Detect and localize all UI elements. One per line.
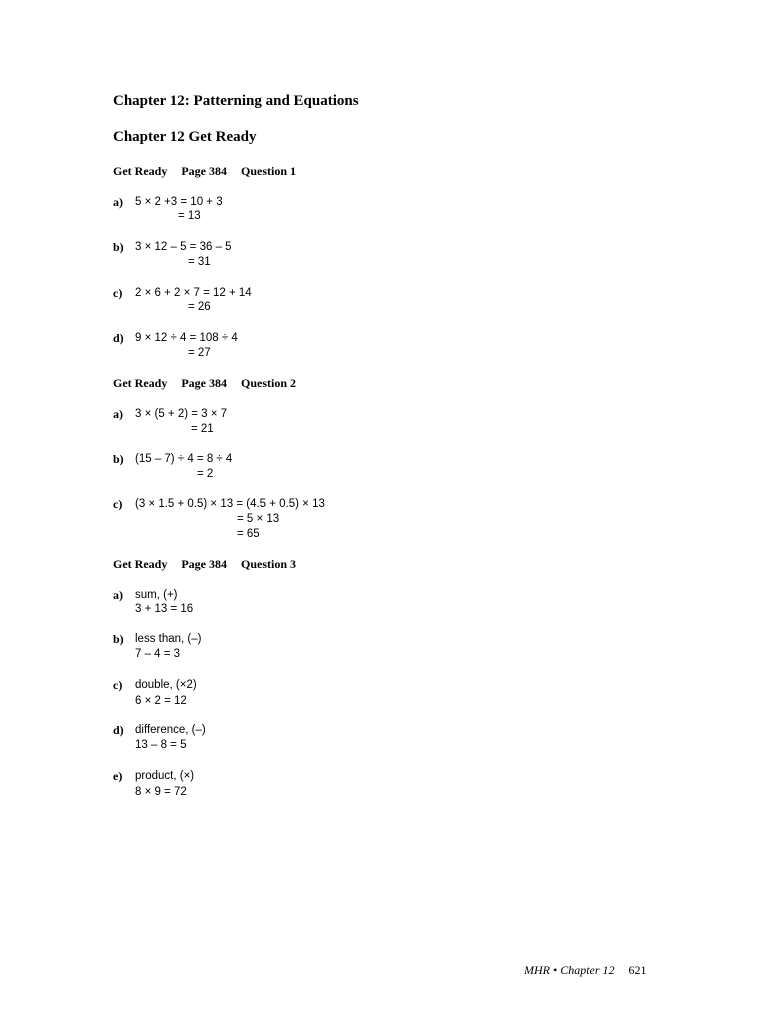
q2-a-line1: 3 × (5 + 2) = 3 × 7 bbox=[135, 408, 228, 420]
page-footer bbox=[524, 963, 647, 977]
q3-e-line2: 8 × 9 = 72 bbox=[135, 786, 187, 798]
q3-a-label: a) bbox=[113, 588, 123, 602]
q3-b-label: b) bbox=[113, 632, 124, 646]
q2-a-label: a) bbox=[113, 407, 123, 421]
q2-b-label: b) bbox=[113, 452, 124, 466]
q2-a-line2: = 21 bbox=[191, 423, 214, 435]
q3-a-line2: 3 + 13 = 16 bbox=[135, 603, 194, 615]
q1-a-label: a) bbox=[113, 195, 123, 209]
heading-section: Get Ready bbox=[113, 557, 168, 571]
question-2-heading bbox=[113, 376, 310, 390]
q1-b-line1: 3 × 12 – 5 = 36 – 5 bbox=[135, 241, 232, 253]
heading-section: Get Ready bbox=[113, 164, 168, 178]
q2-b-line1: (15 – 7) ÷ 4 = 8 ÷ 4 bbox=[135, 453, 233, 465]
page-number: 621 bbox=[628, 963, 647, 977]
q1-d-label: d) bbox=[113, 331, 124, 345]
q3-c-line1: double, (×2) bbox=[135, 679, 197, 691]
q1-c-line2: = 26 bbox=[188, 301, 211, 313]
q3-d-line2: 13 – 8 = 5 bbox=[135, 739, 187, 751]
q3-c-line2: 6 × 2 = 12 bbox=[135, 695, 187, 707]
section-title: Chapter 12 Get Ready bbox=[113, 129, 257, 145]
heading-page: Page 384 bbox=[181, 164, 227, 178]
q2-c-line2: = 5 × 13 bbox=[237, 513, 280, 525]
heading-question: Question 2 bbox=[240, 376, 296, 390]
q1-a-line1: 5 × 2 +3 = 10 + 3 bbox=[135, 196, 223, 208]
q3-c-label: c) bbox=[113, 678, 123, 692]
q3-a-line1: sum, (+) bbox=[135, 589, 178, 601]
q2-c-line1: (3 × 1.5 + 0.5) × 13 = (4.5 + 0.5) × 13 bbox=[135, 498, 325, 510]
chapter-title: Chapter 12: Patterning and Equations bbox=[113, 93, 359, 109]
q1-a-line2: = 13 bbox=[178, 210, 201, 222]
q3-d-line1: difference, (–) bbox=[135, 724, 206, 736]
q1-c-label: c) bbox=[113, 286, 123, 300]
q3-b-line2: 7 – 4 = 3 bbox=[135, 648, 181, 660]
q2-b-line2: = 2 bbox=[197, 468, 214, 480]
q3-d-label: d) bbox=[113, 723, 124, 737]
question-1-heading bbox=[113, 164, 310, 178]
heading-question: Question 3 bbox=[240, 557, 296, 571]
heading-question: Question 1 bbox=[240, 164, 296, 178]
footer-source: MHR • Chapter 12 bbox=[524, 963, 615, 977]
q1-d-line1: 9 × 12 ÷ 4 = 108 ÷ 4 bbox=[135, 332, 238, 344]
heading-page: Page 384 bbox=[181, 376, 227, 390]
q3-e-label: e) bbox=[113, 769, 123, 783]
q3-b-line1: less than, (–) bbox=[135, 633, 202, 645]
q2-c-label: c) bbox=[113, 497, 123, 511]
heading-section: Get Ready bbox=[113, 376, 168, 390]
q1-c-line1: 2 × 6 + 2 × 7 = 12 + 14 bbox=[135, 287, 252, 299]
question-3-heading bbox=[113, 557, 310, 571]
q1-b-label: b) bbox=[113, 240, 124, 254]
q1-d-line2: = 27 bbox=[188, 347, 211, 359]
q1-b-line2: = 31 bbox=[188, 256, 211, 268]
q3-e-line1: product, (×) bbox=[135, 770, 195, 782]
heading-page: Page 384 bbox=[181, 557, 227, 571]
q2-c-line3: = 65 bbox=[237, 528, 260, 540]
